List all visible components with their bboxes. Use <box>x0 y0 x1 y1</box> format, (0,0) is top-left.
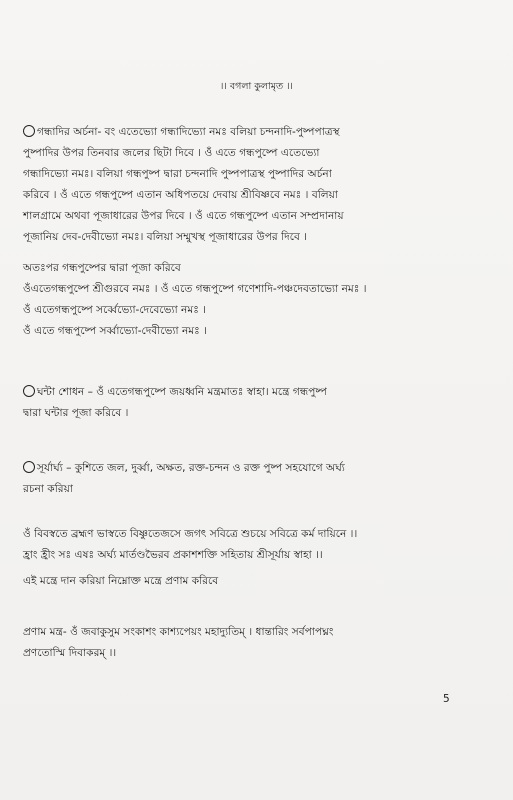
text-line: ওঁ এতে গন্ধপুষ্পে সর্ব্বাভ্যো-দেবীভ্যো নমঃ । <box>23 325 207 337</box>
section-atahpar <box>23 258 483 342</box>
section-mantra <box>23 524 483 592</box>
section-pranam <box>23 622 483 664</box>
section-ghanta <box>23 382 483 424</box>
text-line: রচনা করিয়া <box>23 483 73 495</box>
text-line: প্রণতোস্মি দিবাকরম্ ।। <box>23 647 117 659</box>
text-line: পূজানিয় দেব-দেবীভ্যো নমঃ। বলিয়া সম্মুখস্থ পূজাধারের উপর দিবে । <box>23 231 308 243</box>
text-line: দ্বারা ঘন্টার পূজা করিবে । <box>23 407 129 419</box>
text-line: হ্রাং হ্রীং সঃ এষঃ অর্ঘ্য মার্তণ্ডভৈরব প্রকাশশক্তি সহিতায় শ্রীসূর্যায় স্বাহা ।। <box>23 549 323 561</box>
text-line: অতঃপর গন্ধপুষ্পের দ্বারা পূজা করিবে <box>23 262 181 274</box>
text-line: ওঁএতেগন্ধপুষ্পে শ্রীগুরবে নমঃ । ওঁ এতে গন্ধপুষ্পে গণেশাদি-পঞ্চদেবতাভ্যো নমঃ । <box>23 283 367 295</box>
text-line: পুষ্পাদির উপর তিনবার জলের ছিটা দিবে । ওঁ এতে গন্ধপুষ্পে এতেভ্যো <box>23 147 320 159</box>
text-line: ওঁ এতেগন্ধপুষ্পে সর্ব্বেভ্যো-দেবেভ্যো নমঃ । <box>23 304 207 316</box>
text-line: এই মন্ত্রে দান করিয়া নিম্নোক্ত মন্ত্রে প্রণাম করিবে <box>23 575 219 587</box>
section-gandhadi <box>23 122 483 248</box>
text-line: ওঁ বিবস্বতে ব্রহ্মণ ভাস্বতে বিষ্ণুতেজসে জগৎ সবিত্রে শুচয়ে সবিত্রে কর্ম দায়িনে ।। <box>23 528 358 540</box>
page-title: ।। বগলা কুলামৃত ।। <box>220 81 293 92</box>
text-line: ঘন্টা শোধন – ওঁ এতেগন্ধপুষ্পে জয়ধ্বনি মন্ত্রমাতঃ স্বাহা। মন্ত্রে গন্ধপুষ্প <box>23 382 483 403</box>
page-number: 5 <box>443 693 450 705</box>
section-suryarghya <box>23 458 483 500</box>
text-line: গন্ধাদিভ্যো নমঃ। বলিয়া গন্ধপুষ্প দ্বারা চন্দনাদি পুষ্পপাত্রস্থ পুষ্পাদির অর্চনা <box>23 168 332 180</box>
circled-mark-icon <box>23 385 35 397</box>
text-line: গন্ধাদির অর্চনা- বং এতেভ্যো গন্ধাদিভ্যো নমঃ বলিয়া চন্দনাদি-পুষ্পপাত্রস্থ <box>23 122 483 143</box>
text-line: সূর্যার্ঘ্য – কুশিতে জল, দুর্ব্বা, অক্ষত, রক্ত-চন্দন ও রক্ত পুষ্প সহযোগে অর্ঘ্য <box>23 458 483 479</box>
text-line: শালগ্রামে অথবা পূজাধারের উপর দিবে । ওঁ এতে গন্ধপুষ্পে এতান সম্প্রদানায় <box>23 210 344 222</box>
circled-mark-icon <box>23 125 35 137</box>
text-line: প্রণাম মন্ত্র- ওঁ জবাকুসুম সংকাশং কাশ্যপেয়ং মহাদ্যুতিম্ । ধান্তারিং সর্বপাপঘ্নং <box>23 626 334 638</box>
circled-mark-icon <box>23 461 35 473</box>
text-line: করিবে । ওঁ এতে গন্ধপুষ্পে এতান অধিপতয়ে দেবায় শ্রীবিষ্ণবে নমঃ । বলিয়া <box>23 189 338 201</box>
